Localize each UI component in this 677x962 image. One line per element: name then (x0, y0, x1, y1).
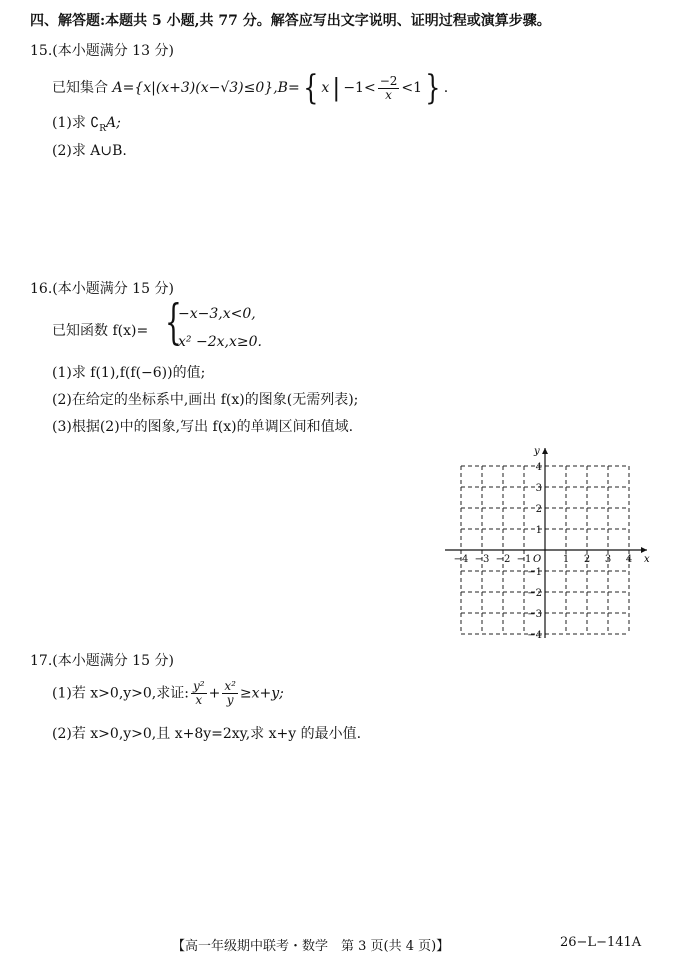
q17-part1 (52, 680, 284, 707)
q15-set-b-var: x (321, 80, 330, 96)
y-tick-label: −2 (527, 588, 542, 599)
fraction-denominator: x (195, 693, 203, 707)
q17-part1-end: ≥x+y; (239, 685, 284, 702)
q15-stem-prefix: 已知集合 (52, 80, 113, 96)
q15-part1-text: (1)求 ∁ (52, 115, 100, 131)
q17-part1-prefix: (1)若 x>0,y>0,求证: (52, 685, 189, 702)
y-tick-label: −3 (527, 609, 542, 620)
x-tick-label: 1 (562, 554, 570, 565)
piecewise-brace: { (165, 294, 182, 350)
x-tick-label: −2 (495, 554, 511, 565)
section-header: 四、解答题:本题共 5 小题,共 77 分。解答应写出文字说明、证明过程或演算步骤。 (30, 13, 551, 29)
x-tick-label: −1 (516, 554, 532, 565)
x-tick-label: 3 (604, 554, 612, 565)
x-tick-label: −3 (474, 554, 490, 565)
q15-set-b-ineq-right: <1 (401, 80, 423, 96)
tick-labels (454, 446, 650, 638)
coordinate-grid (445, 443, 650, 638)
q15-part1-sub: R (99, 123, 106, 134)
q17-fraction-1 (191, 680, 207, 707)
y-tick-label: 4 (535, 462, 542, 473)
q15-stem (52, 68, 449, 108)
y-axis-label: y (534, 446, 540, 457)
q15-part1 (52, 112, 121, 134)
y-axis-arrow-icon (542, 448, 548, 454)
set-bar: | (332, 74, 341, 102)
x-tick-label: 4 (625, 554, 633, 565)
y-tick-label: 1 (535, 525, 542, 536)
fraction-denominator: x (385, 87, 392, 102)
period: . (443, 80, 449, 96)
left-brace: { (302, 68, 319, 108)
x-axis-arrow-icon (641, 547, 647, 553)
y-tick-label: −4 (527, 630, 542, 638)
q16-part3: (3)根据(2)中的图象,写出 f(x)的单调区间和值域. (52, 419, 354, 435)
q17-title: 17.(本小题满分 15 分) (30, 653, 174, 669)
q16-part1: (1)求 f(1),f(f(−6))的值; (52, 365, 206, 381)
q15-part2: (2)求 A∪B. (52, 143, 127, 159)
q16-title: 16.(本小题满分 15 分) (30, 281, 174, 297)
y-tick-label: 3 (535, 483, 542, 494)
q16-part2: (2)在给定的坐标系中,画出 f(x)的图象(无需列表); (52, 392, 359, 408)
q15-part1-end: A; (105, 115, 121, 131)
plus-sign: + (208, 685, 221, 702)
right-brace: } (425, 68, 441, 108)
x-tick-label: 2 (583, 554, 591, 565)
axes (445, 448, 647, 638)
q15-title: 15.(本小题满分 13 分) (30, 43, 174, 59)
q17-fraction-2 (222, 680, 238, 707)
x-axis-label: x (644, 554, 650, 565)
fraction-numerator: −2 (379, 73, 398, 88)
origin-label: O (533, 554, 542, 565)
fraction-numerator: x² (224, 679, 236, 693)
y-tick-label: −1 (527, 567, 542, 578)
q17-part2: (2)若 x>0,y>0,且 x+8y=2xy,求 x+y 的最小值. (52, 726, 362, 742)
fraction-denominator: y (226, 693, 234, 707)
footer-center: 【高一年级期中联考・数学 第 3 页(共 4 页)】 (172, 939, 450, 954)
footer-right: 26−L−141A (560, 935, 642, 950)
q16-case2: x² −2x,x≥0. (178, 334, 262, 350)
q15-set-b-prefix: B= (277, 80, 300, 96)
x-tick-label: −4 (453, 554, 469, 565)
q16-case1: −x−3,x<0, (178, 306, 256, 322)
fraction-numerator: y² (192, 679, 205, 693)
q15-set-a: A={x|(x+3)(x−√3)≤0}, (112, 80, 278, 96)
q15-set-b-ineq-left: −1< (343, 80, 376, 96)
q15-set-b-fraction (378, 75, 400, 102)
y-tick-label: 2 (535, 504, 542, 515)
q16-stem-prefix: 已知函数 f(x)= (52, 323, 149, 339)
coordinate-grid-svg (445, 443, 650, 638)
